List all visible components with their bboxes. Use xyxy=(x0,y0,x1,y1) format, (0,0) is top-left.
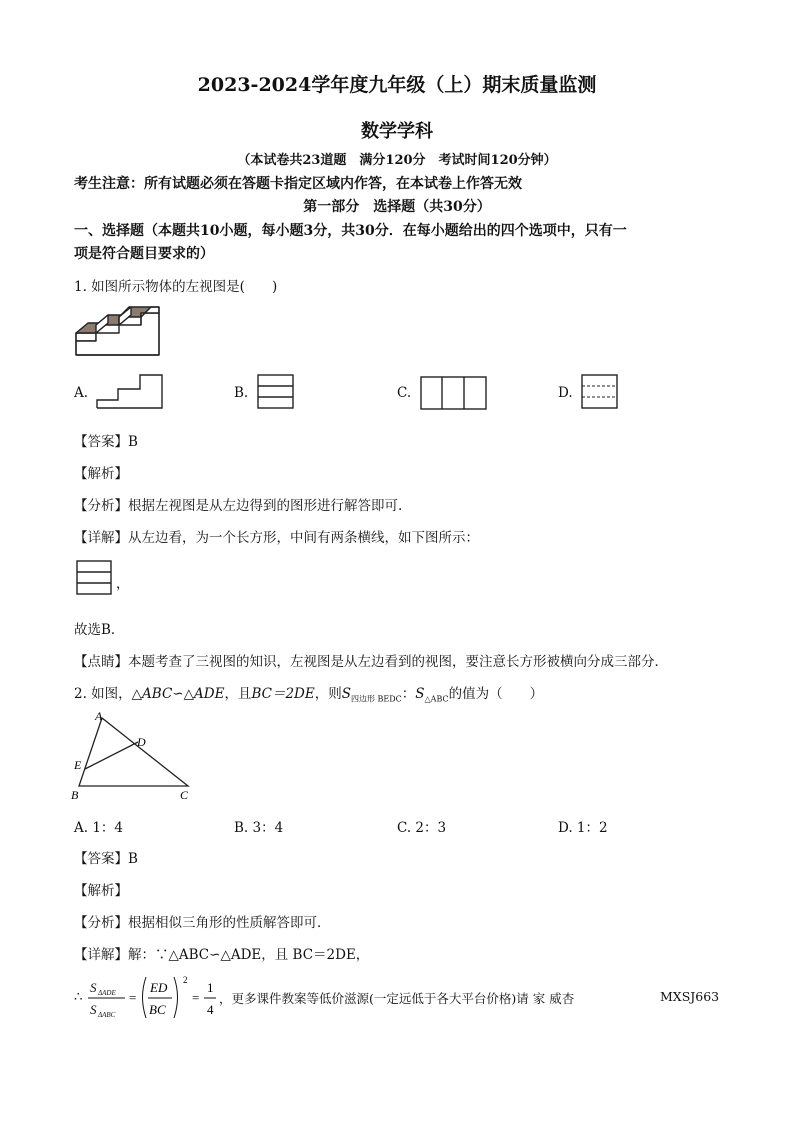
q2-stem-mid2: ，则 xyxy=(314,686,342,702)
q1-option-b-label: B. xyxy=(234,385,249,401)
point-b-label: B xyxy=(71,788,79,802)
q2-s-symbol-2: S xyxy=(415,686,425,702)
q2-condition: BC＝2DE xyxy=(251,686,315,702)
q2-jiexi: 【解析】 xyxy=(74,883,128,899)
q1-answer-figure xyxy=(76,560,114,596)
q2-stem xyxy=(74,682,543,705)
paren-bot: BC xyxy=(149,1002,166,1017)
equals-2: = xyxy=(192,990,200,1005)
q2-stem-pre: 2. 如图， xyxy=(74,686,132,702)
point-a-label: A xyxy=(95,709,103,723)
q2-answer: 【答案】B xyxy=(74,851,138,867)
q1-dianjing: 【点睛】本题考查了三视图的知识，左视图是从左边看到的视图，要注意长方形被横向分成三部分． xyxy=(74,654,668,670)
section-title-line2: 项是符合题目要求的） xyxy=(74,246,214,262)
q1-fenxi: 【分析】根据左视图是从左边得到的图形进行解答即可. xyxy=(74,498,403,514)
q1-stair-object-figure xyxy=(74,303,164,359)
q2-option-c: C. 2：3 xyxy=(397,820,447,836)
point-e-label: E xyxy=(74,758,82,772)
q2-fenxi: 【分析】根据相似三角形的性质解答即可． xyxy=(74,915,331,931)
q2-quad-subscript: 四边形 BEDC xyxy=(350,694,402,704)
therefore-symbol: ∴ xyxy=(74,989,83,1005)
q1-option-a-label: A. xyxy=(74,385,89,401)
q2-option-a: A. 1：4 xyxy=(74,820,124,836)
q2-stem-mid: ，且 xyxy=(224,686,252,702)
q2-s-symbol: S xyxy=(341,686,351,702)
q1-stem: 1. 如图所示物体的左视图是( ) xyxy=(74,279,278,295)
ad-text: ，更多课件教案等低价滋源(一定远低于各大平台价格)请 家 威杏 xyxy=(219,991,575,1006)
q1-option-a-figure xyxy=(96,373,164,409)
point-d-label: D xyxy=(137,735,146,749)
section-title-line1: 一、选择题（本题共10小题，每小题3分，共30分．在每小题给出的四个选项中，只有一 xyxy=(74,223,627,239)
q1-option-c-figure xyxy=(420,376,488,410)
q2-option-b: B. 3：4 xyxy=(234,820,284,836)
frac-top-sub: ΔADE xyxy=(98,989,116,997)
q1-comma: ， xyxy=(116,576,130,592)
q2-triangle-figure xyxy=(70,708,200,804)
q1-choose: 故选B． xyxy=(74,622,125,638)
q2-stem-end: 的值为（ ） xyxy=(448,686,544,702)
q1-option-c-label: C. xyxy=(397,385,412,401)
q1-option-b-figure xyxy=(257,374,295,410)
exam-info: （本试卷共23道题 满分120分 考试时间120分钟） xyxy=(237,153,557,168)
q1-xiangjie: 【详解】从左边看，为一个长方形，中间有两条横线，如下图所示： xyxy=(74,530,479,546)
ad-code: MXSJ663 xyxy=(660,989,720,1004)
q2-xiangjie: 【详解】解：∵△ABC∽△ADE，且 BC＝2DE， xyxy=(74,947,370,963)
exam-title: 2023-2024学年度九年级（上）期末质量监测 xyxy=(197,74,597,96)
q1-option-d-label: D. xyxy=(558,385,573,401)
part-title: 第一部分 选择题（共30分） xyxy=(303,199,491,215)
q1-option-d-figure xyxy=(581,374,619,410)
q2-colon: ： xyxy=(401,686,416,702)
q2-similar-triangles: △ABC∽△ADE xyxy=(131,686,225,702)
subject-title: 数学学科 xyxy=(361,121,433,142)
equals-1: = xyxy=(129,990,137,1005)
q2-tri-subscript: △ABC xyxy=(424,694,449,704)
paren-top: ED xyxy=(150,980,168,995)
exponent: 2 xyxy=(183,975,188,985)
q2-option-d: D. 1：2 xyxy=(558,820,608,836)
point-c-label: C xyxy=(180,788,189,802)
frac-four: 4 xyxy=(207,1002,214,1017)
q1-jiexi: 【解析】 xyxy=(74,466,128,482)
frac-bot-s: S xyxy=(90,1002,97,1017)
frac-bot-sub: ΔABC xyxy=(98,1011,116,1019)
frac-top-s: S xyxy=(90,980,97,995)
frac-one: 1 xyxy=(207,980,214,995)
notice: 考生注意：所有试题必须在答题卡指定区域内作答，在本试卷上作答无效 xyxy=(74,176,522,192)
q1-answer: 【答案】B xyxy=(74,434,138,450)
